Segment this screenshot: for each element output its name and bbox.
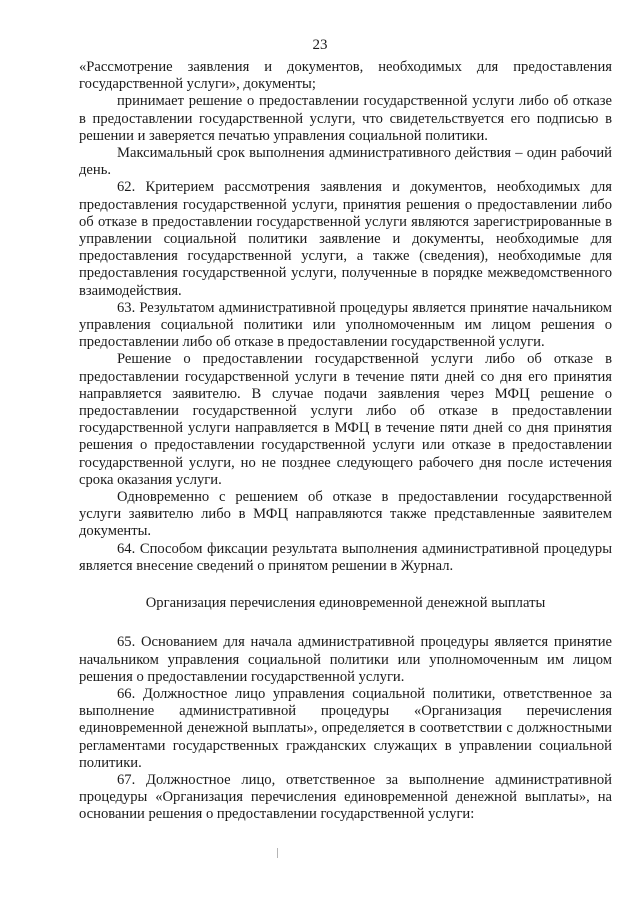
paragraph-max-term: Максимальный срок выполнения административного действия – один рабочий день. <box>79 145 612 179</box>
paragraph-66: 66. Должностное лицо управления социальной политики, ответственное за выполнение административной процедуры «Организация перечисления единовременной денежной выплаты», определяется в соответствии с должностными регламентами государственных гражданских служащих в управлении социальной политики. <box>79 685 612 771</box>
paragraph-decision-delivery: Решение о предоставлении государственной услуги либо об отказе в предоставлении государственной услуги в течение пяти дней со дня его принятия направляется заявителю. В случае подачи заявления через МФЦ решение о предоставлении государственной услуги либо об отказе в предоставлении государственной услуги направляется в МФЦ в течение пяти дней со дня принятия решения о предоставлении государственной услуги или отказе в предоставлении государственной услуги, но не позднее следующего рабочего дня после истечения срока оказания услуги. <box>79 351 612 488</box>
paragraph-65: 65. Основанием для начала административной процедуры является принятие начальником управления социальной политики или уполномоченным им лицом решения о предоставлении государственной услуги. <box>79 634 612 685</box>
paragraph-decision: принимает решение о предоставлении государственной услуги либо об отказе в предоставлении государственной услуги, что свидетельствуется его подписью в решении и заверяется печатью управления социальной политики. <box>79 93 612 144</box>
paragraph-continuation: «Рассмотрение заявления и документов, необходимых для предоставления государственной услуги», документы; <box>79 59 612 93</box>
paragraph-refusal-documents: Одновременно с решением об отказе в предоставлении государственной услуги заявителю либо в МФЦ направляются также представленные заявителем документы. <box>79 489 612 540</box>
document-body <box>79 59 612 824</box>
section-heading: Организация перечисления единовременной денежной выплаты <box>145 595 546 612</box>
paragraph-63: 63. Результатом административной процедуры является принятие начальником управления социальной политики или уполномоченным им лицом решения о предоставлении либо об отказе в предоставлении государственной услуги. <box>79 299 612 351</box>
scan-mark <box>277 848 278 858</box>
paragraph-67: 67. Должностное лицо, ответственное за выполнение административной процедуры «Организация перечисления единовременной денежной выплаты», на основании решения о предоставлении государственной услуги: <box>79 771 612 823</box>
paragraph-62: 62. Критерием рассмотрения заявления и документов, необходимых для предоставления государственной услуги, принятия решения о предоставлении либо об отказе в предоставлении государственной услуги являются зарегистрированные в управлении социальной политики заявление и документы, необходимые для предоставления государственной услуги, а также (сведения), необходимые для предоставления государственной услуги, полученные в порядке межведомственного взаимодействия. <box>79 179 612 299</box>
page-number: 23 <box>312 37 328 53</box>
paragraph-64: 64. Способом фиксации результата выполнения административной процедуры является внесение сведений о принятом решении в Журнал. <box>79 540 612 574</box>
